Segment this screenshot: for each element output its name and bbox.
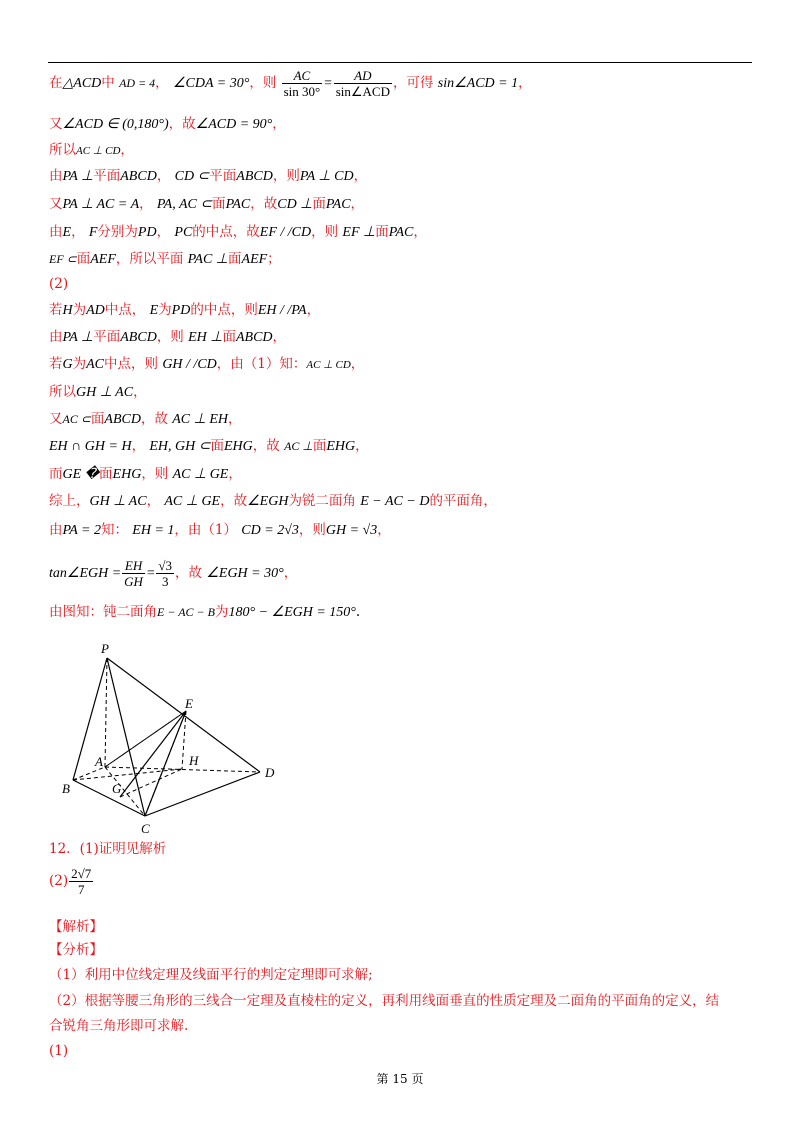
text-line: 在△ACD中 AD = 4， ∠CDA = 30°，则 $\frac{AC}{\sin 30^\circ}$ = $\frac{AD}{\text{sin∠ACD}}$ ，可得 sin∠ACD = 1， (49, 68, 532, 99)
text-line: 所以GH ⊥ AC， (49, 384, 147, 400)
text-line: 综上，GH ⊥ AC， AC ⊥ GE，故∠EGH为锐二面角 E − AC − D的平面角， (49, 493, 497, 509)
text-line: （1）利用中位线定理及线面平行的判定定理即可求解; (49, 967, 373, 983)
text-line: 又AC ⊂面ABCD，故 AC ⊥ EH， (49, 411, 242, 427)
text-line: (2) (49, 276, 69, 292)
label-D: D (265, 765, 275, 780)
text-line: EF ⊂面AEF，所以平面 PAC ⊥面AEF； (49, 251, 281, 267)
pyramid-figure (55, 640, 295, 840)
label-H: H (189, 753, 199, 768)
edge-BH (73, 769, 182, 780)
text-line: 而GE �面EHG，则 AC ⊥ GE， (49, 466, 242, 482)
text-line: 由PA ⊥平面ABCD，则 EH ⊥面ABCD， (49, 329, 287, 345)
section-heading: 【解析】 (49, 919, 103, 935)
label-P: P (101, 641, 109, 656)
label-C: C (141, 821, 150, 836)
answer-heading: 12．(1)证明见解析 (49, 841, 167, 857)
fraction: $\frac{AD}{\text{sin∠ACD}}$ (335, 68, 390, 99)
text-line: 合锐角三角形即可求解. (49, 1018, 189, 1034)
edge-CD (145, 772, 260, 816)
fraction: $\frac{EH}{GH}$ (124, 558, 143, 589)
page-number: 第 15 页 (376, 1072, 424, 1086)
header-rule (48, 62, 752, 63)
edge-GH (120, 769, 182, 797)
label-A: A (95, 754, 103, 769)
answer-value: (2) $\frac{2√7}{7}$ (49, 866, 92, 897)
edge-BC (73, 780, 145, 816)
label-E: E (185, 696, 193, 711)
section-heading: 【分析】 (49, 942, 103, 958)
label-G: G (112, 781, 122, 796)
text-line: EH ∩ GH = H， EH, GH ⊂面EHG，故 AC ⊥面EHG， (49, 438, 369, 454)
text-line: (1) (49, 1043, 69, 1059)
text-line: （2）根据等腰三角形的三线合一定理及直棱柱的定义，再利用线面垂直的性质定理及二面角的平面角的定义，结 (49, 993, 720, 1009)
text-line: 由E， F分别为PD， PC的中点，故EF / /CD，则 EF ⊥面PAC， (49, 224, 427, 240)
text-line: 若H为AD中点， E为PD的中点，则EH / /PA， (49, 302, 321, 318)
label-B: B (62, 781, 70, 796)
fraction: $\frac{2√7}{7}$ (71, 866, 92, 897)
text-line: 由图知：钝二面角E − AC − B为180° − ∠EGH = 150°. (49, 604, 361, 620)
text-line: 若G为AC中点，则 GH / /CD，由（1）知：AC ⊥ CD， (49, 356, 365, 372)
text-line: 由PA ⊥平面ABCD， CD ⊂平面ABCD，则PA ⊥ CD， (49, 168, 368, 184)
text-line: 由PA = 2知： EH = 1，由（1） CD = 2√3，则GH = √3， (49, 522, 391, 538)
fraction: $\frac{√3}{3}$ (158, 558, 173, 589)
text-line: 所以AC ⊥ CD， (49, 142, 134, 158)
edge-PA (105, 658, 107, 767)
text-line: 又∠ACD ∈ (0,180°)，故∠ACD = 90°， (49, 116, 286, 132)
fraction: $\frac{AC}{\sin 30^\circ}$ (283, 68, 321, 99)
text-line: tan∠EGH = $\frac{EH}{GH}$ = $\frac{√3}{3}$ ，故 ∠EGH = 30°， (49, 558, 298, 589)
text-line: 又PA ⊥ AC = A， PA, AC ⊂面PAC，故CD ⊥面PAC， (49, 196, 365, 212)
